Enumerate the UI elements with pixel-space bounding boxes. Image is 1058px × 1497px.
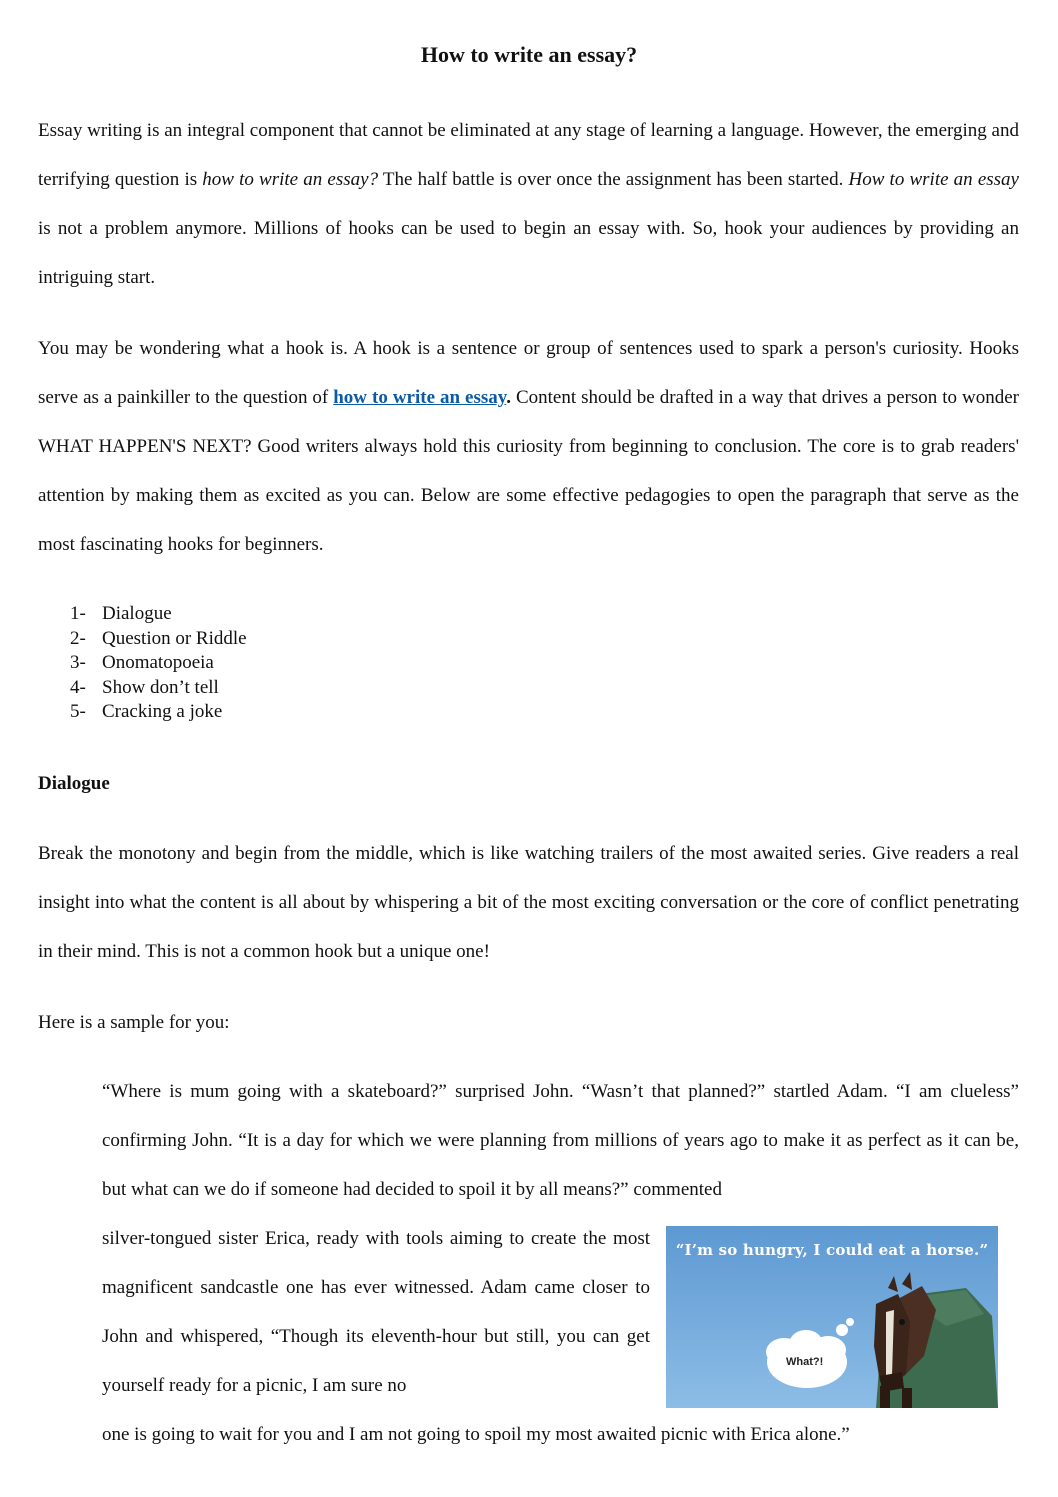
list-item — [70, 676, 247, 701]
list-number: 3- — [70, 652, 86, 673]
hook-period: . — [506, 387, 516, 408]
hook-list — [70, 602, 247, 725]
list-label: Onomatopoeia — [102, 652, 214, 673]
list-item — [70, 651, 247, 676]
hook-paragraph — [38, 324, 1019, 569]
list-number: 2- — [70, 627, 86, 649]
list-item — [70, 700, 247, 725]
hook-text-1: You may be wondering what a hook is. A hook is a sentence or group of sentences used to spark a person's curiosity. Hooks serve as a painkiller to the question of — [38, 338, 1019, 408]
sample-quote-part-2: silver-tongued sister Erica, ready with tools aiming to create the most magnificent sandcastle one has ever witnessed. Adam came closer to John and whispered, “Though its eleventh-hour but still, you can get yourself ready for a picnic, I am sure no — [102, 1228, 650, 1396]
intro-italic-1: how to write an essay? — [202, 169, 379, 190]
intro-text-1: Essay writing is an integral component that cannot be eliminated at any stage of learning a language. However, the emerging and terrifying question is — [38, 120, 1019, 190]
sample-quote-part-3: one is going to wait for you and I am not going to spoil my most awaited picnic with Erica alone.” — [102, 1424, 850, 1445]
intro-paragraph — [38, 106, 1019, 302]
list-number: 1- — [70, 603, 86, 624]
sample-quote-part-1: “Where is mum going with a skateboard?” surprised John. “Wasn’t that planned?” startled Adam. “I am clueless” confirming John. “It is a day for which we were planning from millions of years ago to make it as perfect as it can be, but what can we do if someone had decided to spoil it by all means?” commented — [102, 1081, 1019, 1200]
intro-text-2: The half battle is over once the assignment has been started. — [378, 169, 849, 190]
intro-text-3: is not a problem anymore. Millions of hooks can be used to begin an essay with. So, hook your audiences by providing an intriguing start. — [38, 218, 1019, 288]
list-label: Question or Riddle — [102, 627, 247, 649]
section-heading-dialogue: Dialogue — [38, 773, 110, 794]
intro-italic-2: How to write an essay — [848, 169, 1019, 190]
list-item — [70, 602, 247, 627]
horse-meme-image — [666, 1226, 998, 1408]
list-number: 5- — [70, 701, 86, 722]
page-title: How to write an essay? — [420, 42, 638, 67]
essay-link[interactable]: how to write an essay — [333, 387, 507, 408]
sample-intro: Here is a sample for you: — [38, 1012, 230, 1033]
list-number: 4- — [70, 676, 86, 698]
dialogue-paragraph: Break the monotony and begin from the middle, which is like watching trailers of the most awaited series. Give readers a real insight into what the content is all about by whispering a bit of the most exciting conversation or the core of conflict penetrating in their mind. This is not a common hook but a unique one! — [38, 843, 1019, 962]
list-item — [70, 627, 247, 652]
bubble-text: What?! — [786, 1356, 824, 1368]
list-label: Show don’t tell — [102, 676, 219, 698]
list-label: Cracking a joke — [102, 701, 223, 722]
list-label: Dialogue — [102, 603, 172, 624]
image-caption: “I’m so hungry, I could eat a horse.” — [675, 1241, 989, 1259]
hook-text-2: Content should be drafted in a way that drives a person to wonder WHAT HAPPEN'S NEXT? Good writers always hold this curiosity from beginning to conclusion. The core is to grab readers' attention by making them as excited as you can. Below are some effective pedagogies to open the paragraph that serve as the most fascinating hooks for beginners. — [38, 387, 1019, 555]
